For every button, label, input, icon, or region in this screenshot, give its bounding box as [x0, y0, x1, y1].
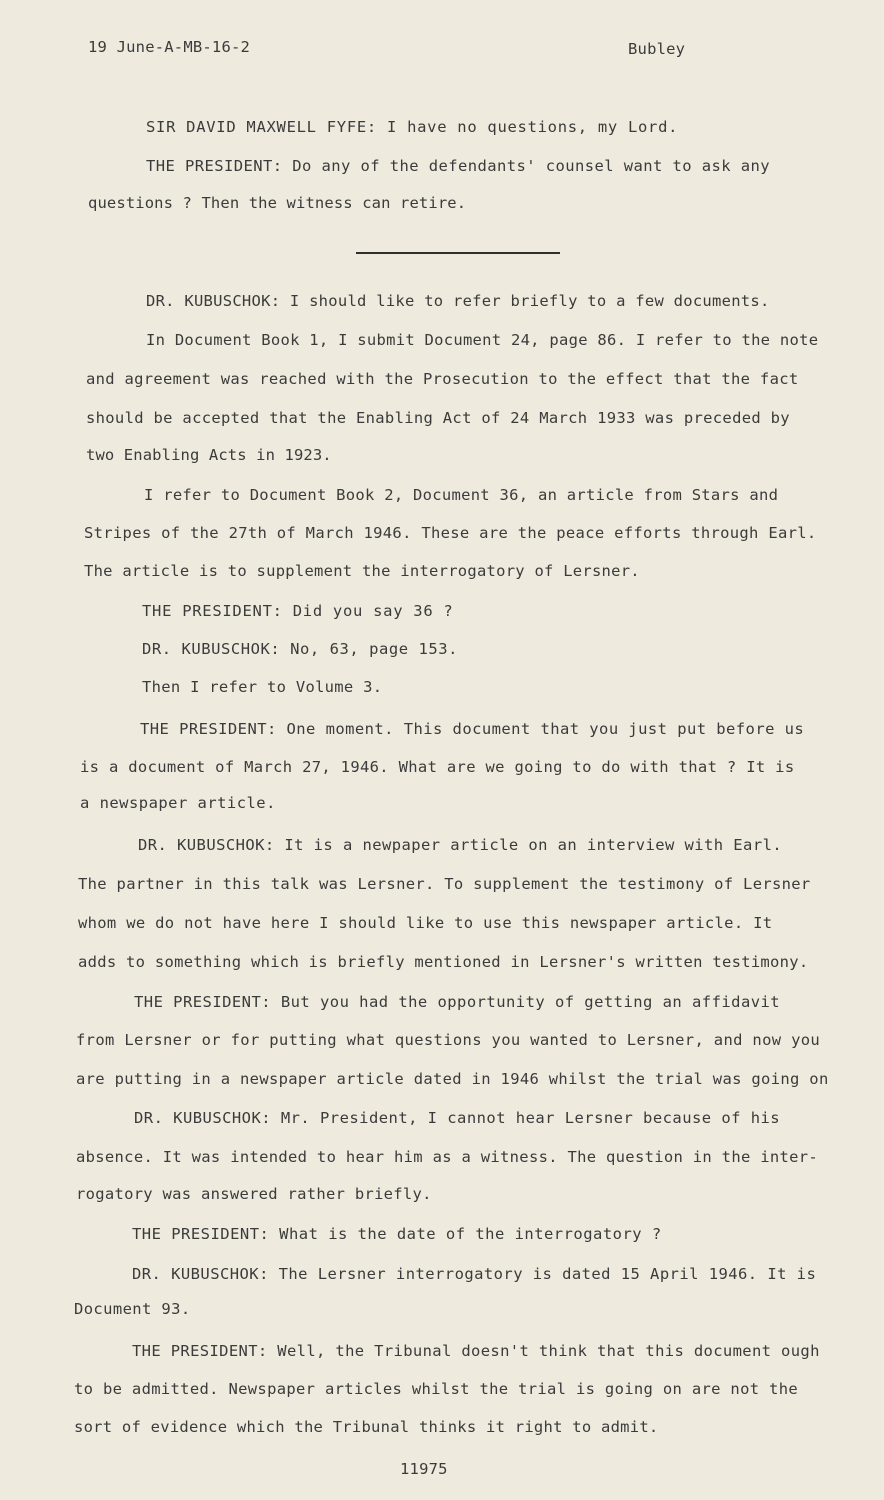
text-line: THE PRESIDENT: One moment. This document that you just put before us [140, 720, 805, 738]
text-line: sort of evidence which the Tribunal thinks it right to admit. [74, 1418, 659, 1436]
text-line: from Lersner or for putting what questions you wanted to Lersner, and now you [76, 1031, 821, 1049]
text-line: I refer to Document Book 2, Document 36, an article from Stars and [144, 486, 779, 504]
text-line: THE PRESIDENT: Well, the Tribunal doesn't think that this document ough [132, 1342, 820, 1360]
text-line: two Enabling Acts in 1923. [86, 446, 332, 464]
text-line: Document 93. [74, 1300, 191, 1318]
reporter-name: Bubley [628, 40, 686, 58]
text-line: is a document of March 27, 1946. What are we going to do with that ? It is [80, 758, 795, 776]
text-line: SIR DAVID MAXWELL FYFE: I have no questions, my Lord. [146, 118, 679, 136]
section-divider [356, 252, 560, 254]
text-line: should be accepted that the Enabling Act of 24 March 1933 was preceded by [86, 409, 790, 427]
text-line: In Document Book 1, I submit Document 24, page 86. I refer to the note [146, 331, 819, 349]
text-line: questions ? Then the witness can retire. [88, 194, 467, 212]
document-reference: 19 June-A-MB-16-2 [88, 38, 251, 56]
text-line: whom we do not have here I should like to use this newspaper article. It [78, 914, 773, 932]
text-line: DR. KUBUSCHOK: Mr. President, I cannot hear Lersner because of his [134, 1109, 781, 1127]
text-line: DR. KUBUSCHOK: I should like to refer briefly to a few documents. [146, 292, 770, 310]
text-line: The partner in this talk was Lersner. To supplement the testimony of Lersner [78, 875, 811, 893]
text-line: to be admitted. Newspaper articles whilst the trial is going on are not the [74, 1380, 799, 1398]
text-line: and agreement was reached with the Prosecution to the effect that the fact [86, 370, 799, 388]
text-line: THE PRESIDENT: Do any of the defendants' counsel want to ask any [146, 157, 771, 175]
text-line: THE PRESIDENT: Did you say 36 ? [142, 602, 454, 620]
text-line: The article is to supplement the interrogatory of Lersner. [84, 562, 640, 580]
text-line: DR. KUBUSCHOK: The Lersner interrogatory is dated 15 April 1946. It is [132, 1265, 817, 1283]
text-line: a newspaper article. [80, 794, 276, 812]
text-line: adds to something which is briefly mentioned in Lersner's written testimony. [78, 953, 809, 971]
text-line: DR. KUBUSCHOK: It is a newpaper article on an interview with Earl. [138, 836, 783, 854]
text-line: Stripes of the 27th of March 1946. These are the peace efforts through Earl. [84, 524, 817, 542]
text-line: DR. KUBUSCHOK: No, 63, page 153. [142, 640, 459, 658]
page-number: 11975 [400, 1460, 448, 1478]
text-line: are putting in a newspaper article dated in 1946 whilst the trial was going on [76, 1070, 829, 1088]
text-line: THE PRESIDENT: What is the date of the interrogatory ? [132, 1225, 662, 1243]
text-line: absence. It was intended to hear him as a witness. The question in the inter- [76, 1148, 819, 1166]
text-line: Then I refer to Volume 3. [142, 678, 383, 696]
text-line: rogatory was answered rather briefly. [76, 1185, 432, 1203]
text-line: THE PRESIDENT: But you had the opportunity of getting an affidavit [134, 993, 781, 1011]
